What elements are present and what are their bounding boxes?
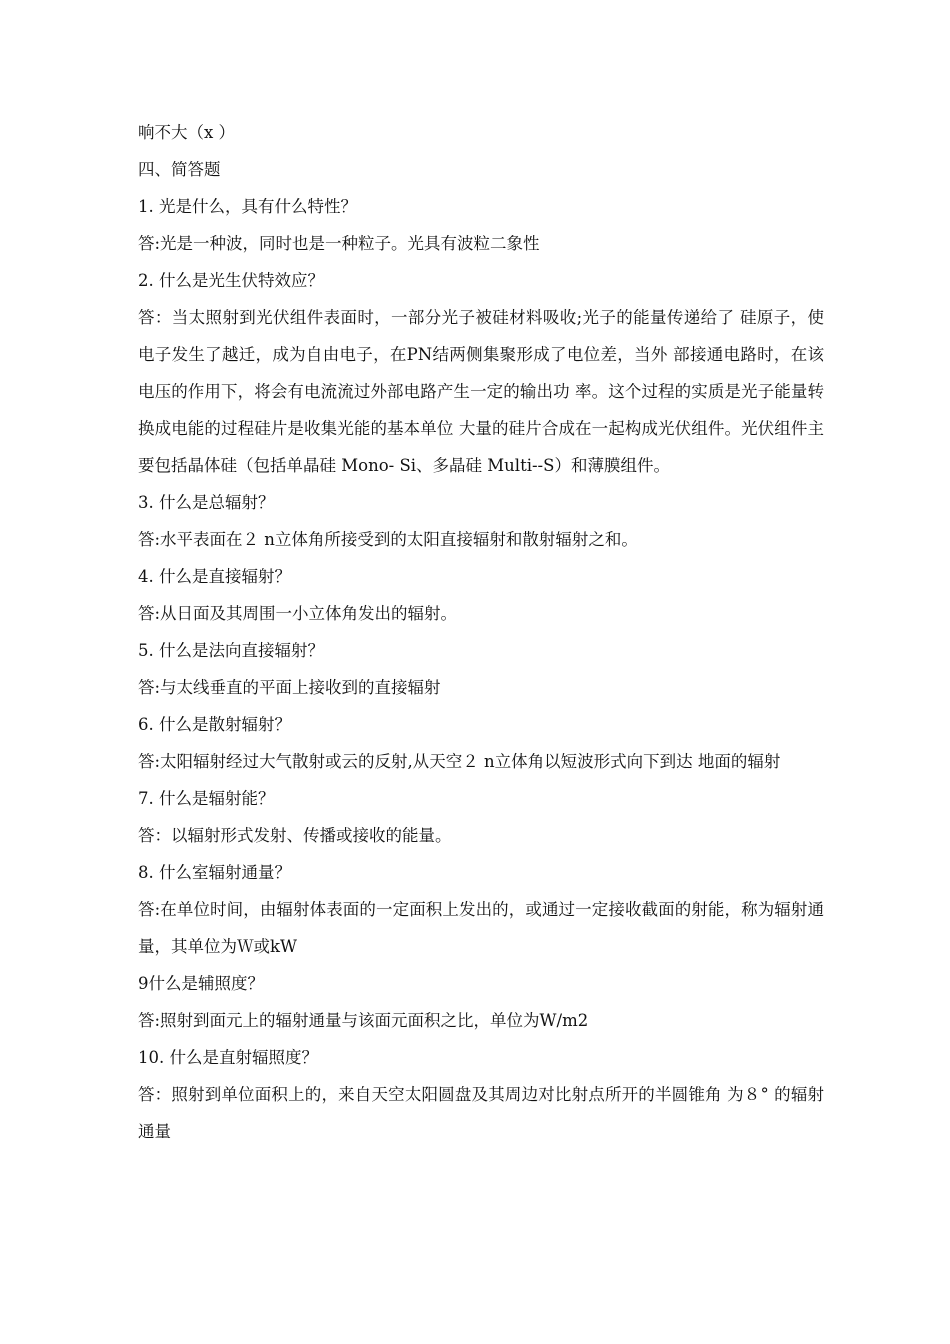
answer-2: 答：当太照射到光伏组件表面时，一部分光子被硅材料吸收;光子的能量传递给了 硅原子，使电子发生了越迁，成为自由电子，在PN结两侧集聚形成了电位差，当外 部接通电路时，在该电压的作用下，将会有电流流过外部电路产生一定的输出功 率。这个过程的实质是光子能量转换成电能的过程硅片是收集光能的基本单位 大量的硅片合成在一起构成光伏组件。光伏组件主要包括晶体硅（包括单晶硅 Mono- Si、多晶硅 Multi--S）和薄膜组件。 bbox=[138, 308, 824, 475]
section-heading: 四、简答题 bbox=[138, 160, 221, 179]
answer-10: 答：照射到单位面积上的，来自天空太阳圆盘及其周边对比射点所开的半圆锥角 为８° 的辐射通量 bbox=[138, 1085, 824, 1141]
answer-8: 答:在单位时间，由辐射体表面的一定面积上发出的，或通过一定接收截面的射能，称为辐射通量，其单位为Ｗ或kW bbox=[138, 900, 824, 956]
question-5: 5. 什么是法向直接辐射？ bbox=[138, 641, 324, 660]
question-8: 8. 什么室辐射通量？ bbox=[138, 863, 291, 882]
answer-6: 答:太阳辐射经过大气散射或云的反射,从天空２ n立体角以短波形式向下到达 地面的辐射 bbox=[138, 752, 781, 771]
answer-5: 答:与太线垂直的平面上接收到的直接辐射 bbox=[138, 678, 441, 697]
answer-4: 答:从日面及其周围一小立体角发出的辐射。 bbox=[138, 604, 458, 623]
question-6: 6. 什么是散射辐射？ bbox=[138, 715, 291, 734]
document-body bbox=[138, 114, 824, 1150]
question-9: 9什么是辅照度？ bbox=[138, 974, 264, 993]
question-1: 1. 光是什么，具有什么特性？ bbox=[138, 197, 357, 216]
question-7: 7. 什么是辐射能？ bbox=[138, 789, 275, 808]
answer-3: 答:水平表面在２ n立体角所接受到的太阳直接辐射和散射辐射之和。 bbox=[138, 530, 638, 549]
answer-7: 答：以辐射形式发射、传播或接收的能量。 bbox=[138, 826, 452, 845]
answer-1: 答:光是一种波，同时也是一种粒子。光具有波粒二象性 bbox=[138, 234, 540, 253]
answer-9: 答:照射到面元上的辐射通量与该面元面积之比，单位为W/m2 bbox=[138, 1011, 589, 1030]
question-10: 10. 什么是直射辐照度？ bbox=[138, 1048, 318, 1067]
question-4: 4. 什么是直接辐射？ bbox=[138, 567, 291, 586]
fragment-line: 响不大（x ） bbox=[138, 123, 236, 142]
question-3: 3. 什么是总辐射？ bbox=[138, 493, 275, 512]
question-2: 2. 什么是光生伏特效应？ bbox=[138, 271, 324, 290]
